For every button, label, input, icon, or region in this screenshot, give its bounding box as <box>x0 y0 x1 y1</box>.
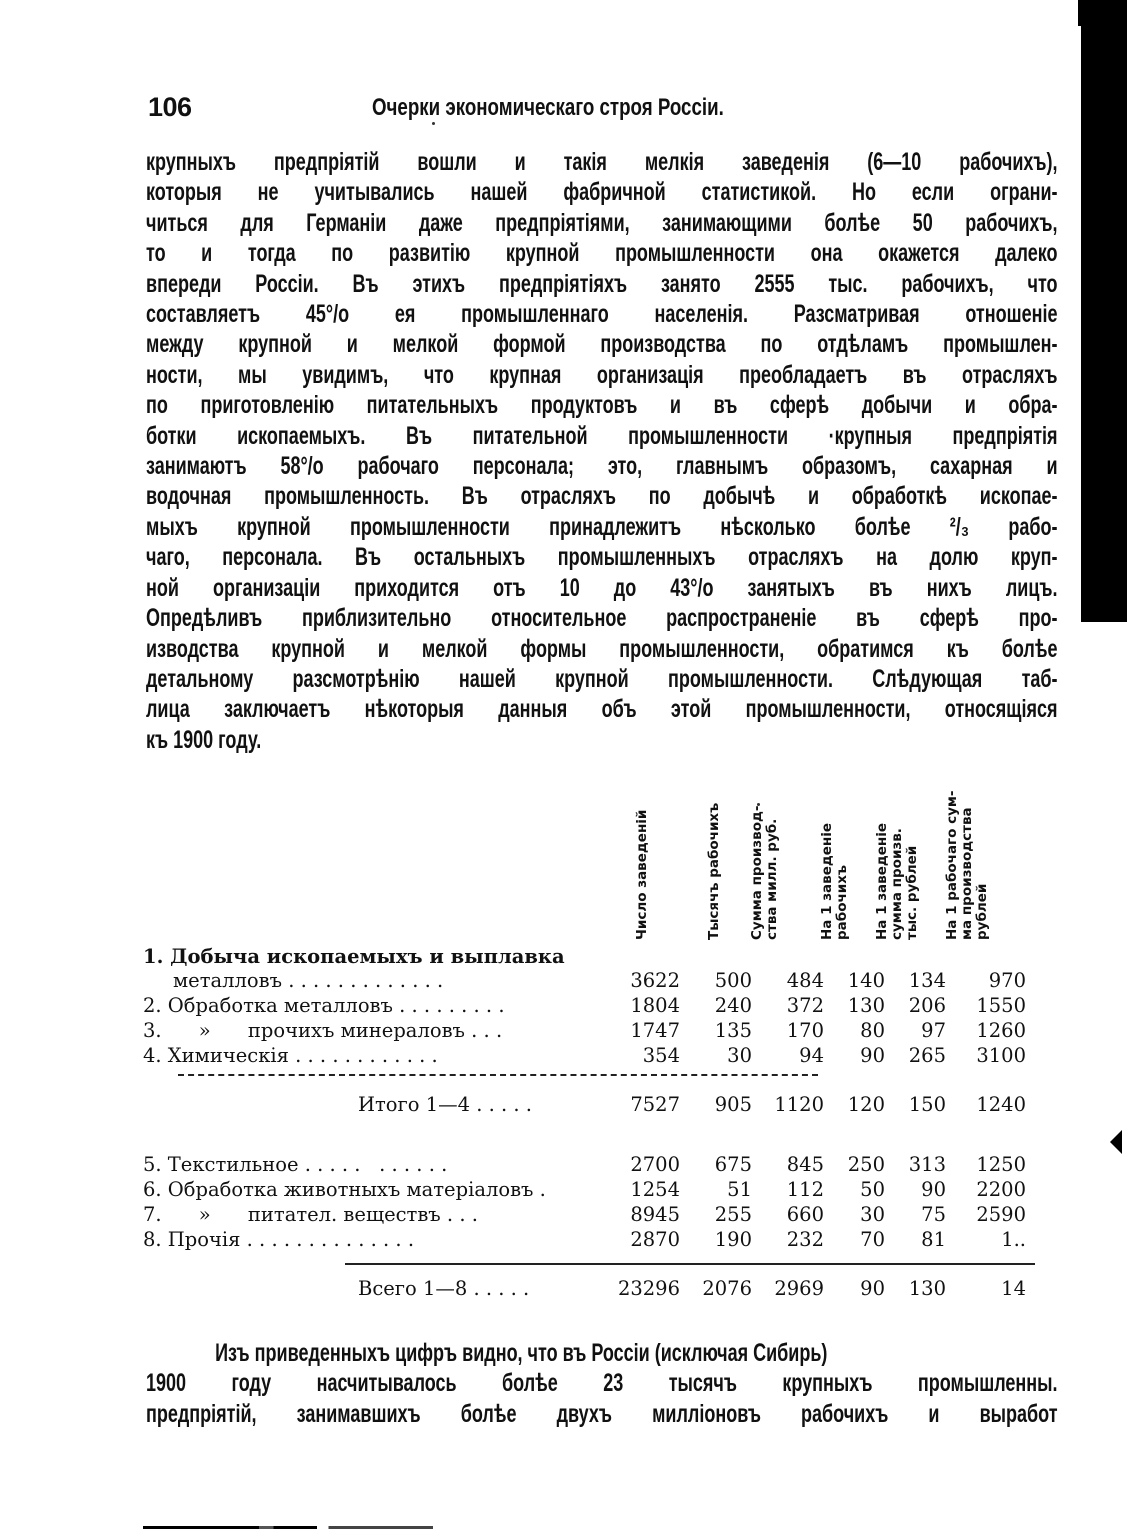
cell: 135 <box>714 1019 752 1042</box>
row-label: 3. » прочихъ минераловъ . . . <box>143 1019 503 1042</box>
row-label: 1. Добыча ископаемыхъ и выплавка <box>143 945 565 968</box>
cell: 3622 <box>630 969 680 992</box>
cell: 1550 <box>976 994 1026 1017</box>
cell: 80 <box>860 1019 885 1042</box>
table-row <box>143 1228 1063 1253</box>
cell: 90 <box>921 1178 946 1201</box>
cell: 232 <box>786 1228 824 1251</box>
cell: 970 <box>988 969 1026 992</box>
table-row <box>143 1044 1063 1069</box>
column-header-workers: Тысячъ рабочихъ <box>706 802 722 940</box>
text-line: лица заключаетъ нѣкоторыя данныя объ этой промышленности, относящіяся <box>146 695 1058 724</box>
cell: 1240 <box>976 1093 1026 1116</box>
text-line: детальному разсмотрѣнію нашей крупной промышленности. Слѣдующая таб- <box>146 664 1058 693</box>
cell: 1.. <box>1001 1228 1026 1251</box>
cell: 81 <box>921 1228 946 1251</box>
table-row <box>143 969 1063 994</box>
cell: 23296 <box>617 1277 680 1300</box>
text-line: то и тогда по развитію крупной промышленности она окажется далеко <box>146 239 1058 268</box>
row-label: 7. » питател. веществъ . . . <box>143 1203 478 1226</box>
column-header-workers-per-establishment: На 1 заведеніе рабочихъ <box>819 822 850 940</box>
text-line: впереди Россіи. Въ этихъ предпріятіяхъ занято 2555 тыс. рабочихъ, что <box>146 269 1058 298</box>
cell: 675 <box>714 1153 752 1176</box>
scan-mark <box>1110 1130 1122 1154</box>
cell: 2969 <box>774 1277 824 1300</box>
cell: 70 <box>860 1228 885 1251</box>
text-line: между крупной и мелкой формой производства по отдѣламъ промышлен- <box>146 330 1058 359</box>
cell: 2200 <box>976 1178 1026 1201</box>
text-line: которыя не учитывались нашей фабричной статистикой. Но если ограни- <box>146 178 1058 207</box>
text-line: крупныхъ предпріятій вошли и такія мелкія заведенія (6—10 рабочихъ), <box>146 148 1058 176</box>
table-row <box>143 994 1063 1019</box>
cell: 500 <box>714 969 752 992</box>
cell: 1747 <box>630 1019 680 1042</box>
scan-edge-shadow <box>1081 0 1127 622</box>
cell: 94 <box>799 1044 824 1067</box>
cell: 905 <box>714 1093 752 1116</box>
cell: 51 <box>727 1178 752 1201</box>
text-line: къ 1900 году. <box>146 725 262 754</box>
table-row <box>143 1178 1063 1203</box>
paragraph-1 <box>146 147 1058 755</box>
text-line: читься для Германіи даже предпріятіями, занимающими болѣе 50 рабочихъ, <box>146 208 1058 237</box>
cell: 2590 <box>976 1203 1026 1226</box>
cell: 354 <box>642 1044 680 1067</box>
text-line: занимаютъ 58°/o рабочаго персонала; это, главнымъ образомъ, сахарная и <box>146 452 1058 481</box>
column-header-production-sum: Сумма производ- ства милл. руб. <box>749 805 780 940</box>
text-line: Изъ приведенныхъ цифръ видно, что въ Россіи (исключая Сибирь) <box>215 1339 828 1367</box>
cell: 1250 <box>976 1153 1026 1176</box>
text-line: чаго, персонала. Въ остальныхъ промышленныхъ отрасляхъ на долю круп- <box>146 543 1058 572</box>
cell: 50 <box>860 1178 885 1201</box>
cell: 484 <box>786 969 824 992</box>
cell: 1254 <box>630 1178 680 1201</box>
cell: 1120 <box>774 1093 824 1116</box>
cell: 170 <box>786 1019 824 1042</box>
running-header <box>148 92 1058 124</box>
row-label: Итого 1—4 . . . . . <box>358 1093 532 1116</box>
cell: 2076 <box>702 1277 752 1300</box>
paragraph-2 <box>146 1338 1058 1429</box>
cell: 313 <box>908 1153 946 1176</box>
row-label: 6. Обработка животныхъ матеріаловъ . <box>143 1178 546 1201</box>
cell: 14 <box>1001 1277 1026 1300</box>
cell: 90 <box>860 1277 885 1300</box>
cell: 130 <box>908 1277 946 1300</box>
text-line: мыхъ крупной промышленности принадлежитъ нѣсколько болѣе ²/₃ рабо- <box>146 512 1058 541</box>
cell: 8945 <box>630 1203 680 1226</box>
text-line: предпріятій, занимавшихъ болѣе двухъ милліоновъ рабочихъ и выработ <box>146 1399 1058 1428</box>
row-label: Всего 1—8 . . . . . <box>358 1277 530 1300</box>
text-line: ности, мы увидимъ, что крупная организація преобладаетъ въ отрасляхъ <box>146 360 1058 389</box>
cell: 150 <box>908 1093 946 1116</box>
text-line: изводства крупной и мелкой формы промышленности, обратимся къ болѣе <box>146 634 1058 663</box>
cell: 2700 <box>630 1153 680 1176</box>
cell: 97 <box>921 1019 946 1042</box>
page-number: 106 <box>148 92 192 122</box>
text-line: ботки ископаемыхъ. Въ питательной промышленности ·крупныя предпріятія <box>146 421 1058 450</box>
table-row <box>143 945 1063 970</box>
cell: 265 <box>908 1044 946 1067</box>
row-label: металловъ . . . . . . . . . . . . . <box>173 969 444 992</box>
text-line: 1900 году насчитывалось болѣе 23 тысячъ крупныхъ промышленны. <box>146 1369 1058 1398</box>
text-line: Опредѣливъ приблизительно относительное распространеніе въ сферѣ про- <box>146 604 1058 633</box>
table-row <box>143 1153 1063 1178</box>
table-row <box>143 1203 1063 1228</box>
cell: 240 <box>714 994 752 1017</box>
cell: 30 <box>860 1203 885 1226</box>
row-label: 8. Прочія . . . . . . . . . . . . . . <box>143 1228 415 1251</box>
column-header-production-per-establishment: На 1 заведеніе сумма произв. тыс. рублей <box>874 822 920 940</box>
text-line: водочная промышленность. Въ отрасляхъ по добычѣ и обработкѣ ископае- <box>146 482 1058 511</box>
subtotal-row <box>143 1093 1063 1118</box>
cell: 250 <box>847 1153 885 1176</box>
text-line: составляетъ 45°/o ея промышленнаго населенія. Разсматривая отношеніе <box>146 300 1058 329</box>
row-label: 5. Текстильное . . . . . . . . . . . <box>143 1153 448 1176</box>
column-header-production-per-worker: На 1 рабочаго сум- ма производства рублей <box>944 790 990 940</box>
text-line: по приготовленію питательныхъ продуктовъ и въ сферѣ добычи и обра- <box>146 391 1058 420</box>
scan-edge-shadow-top <box>1078 0 1086 26</box>
total-row <box>143 1277 1063 1302</box>
total-rule <box>345 1263 1035 1265</box>
column-header-establishments: Число заведеній <box>634 809 650 940</box>
cell: 1804 <box>630 994 680 1017</box>
cell: 660 <box>786 1203 824 1226</box>
row-label: 4. Химическія . . . . . . . . . . . . <box>143 1044 438 1067</box>
cell: 3100 <box>976 1044 1026 1067</box>
text-line: ной организаціи приходится отъ 10 до 43°/o занятыхъ въ нихъ лицъ. <box>146 573 1058 602</box>
cell: 2870 <box>630 1228 680 1251</box>
cell: 140 <box>847 969 885 992</box>
cell: 75 <box>921 1203 946 1226</box>
table-row <box>143 1019 1063 1044</box>
cell: 120 <box>847 1093 885 1116</box>
footer-rule <box>143 1526 433 1529</box>
cell: 30 <box>727 1044 752 1067</box>
cell: 1260 <box>976 1019 1026 1042</box>
cell: 190 <box>714 1228 752 1251</box>
cell: 90 <box>860 1044 885 1067</box>
row-label: 2. Обработка металловъ . . . . . . . . . <box>143 994 505 1017</box>
running-title: Очерки экономическаго строя Россіи. <box>372 94 724 121</box>
cell: 112 <box>786 1178 824 1201</box>
cell: 255 <box>714 1203 752 1226</box>
cell: 206 <box>908 994 946 1017</box>
cell: 134 <box>908 969 946 992</box>
cell: 7527 <box>630 1093 680 1116</box>
cell: 130 <box>847 994 885 1017</box>
subtotal-rule <box>178 1074 818 1076</box>
cell: 845 <box>786 1153 824 1176</box>
cell: 372 <box>786 994 824 1017</box>
